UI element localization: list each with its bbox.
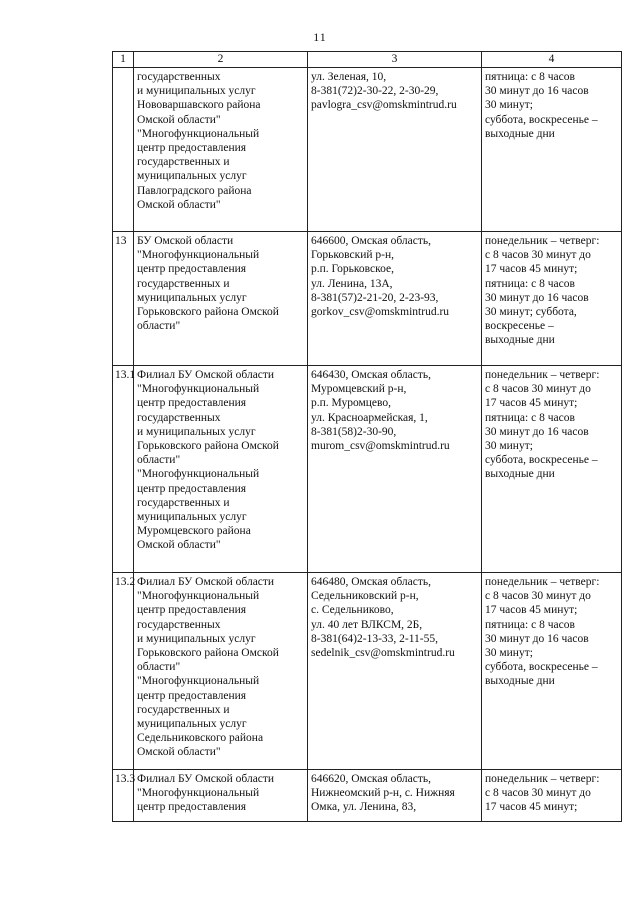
table-row — [113, 770, 622, 822]
row-number: 13 — [113, 232, 134, 366]
organization-name: Филиал БУ Омской области "Многофункциональный центр предоставления государственных и муниципальных услуг Горьковского района Омской области" "Многофункциональный центр предоставления государственных и муниципальных услуг Седельниковского района Омской области" — [134, 573, 308, 770]
header-cell: 1 — [113, 52, 134, 68]
organization-name: Филиал БУ Омской области "Многофункциональный центр предоставления государственных и муниципальных услуг Горьковского района Омской области" "Многофункциональный центр предоставления государственных и муниципальных услуг Муромцевского района Омской области" — [134, 366, 308, 573]
address-contacts: 646480, Омская область, Седельниковский р-н, с. Седельниково, ул. 40 лет ВЛКСМ, 2Б, 8-381(64)2-13-33, 2-11-55, sedelnik_csv@omskmintrud.ru — [308, 573, 482, 770]
working-hours: понедельник – четверг: с 8 часов 30 минут до 17 часов 45 минут; пятница: с 8 часов 30 минут до 16 часов 30 минут; суббота, воскресенье – выходные дни — [482, 232, 622, 366]
row-number: 13.2 — [113, 573, 134, 770]
organization-name: БУ Омской области "Многофункциональный центр предоставления государственных и муниципальных услуг Горьковского района Омской области" — [134, 232, 308, 366]
table-row — [113, 573, 622, 770]
working-hours: пятница: с 8 часов 30 минут до 16 часов 30 минут; суббота, воскресенье – выходные дни — [482, 68, 622, 232]
row-number: 13.3 — [113, 770, 134, 822]
header-cell: 4 — [482, 52, 622, 68]
page-number: 11 — [313, 30, 327, 44]
address-contacts: ул. Зеленая, 10, 8-381(72)2-30-22, 2-30-29, pavlogra_csv@omskmintrud.ru — [308, 68, 482, 232]
table-row — [113, 232, 622, 366]
services-table — [112, 51, 622, 822]
header-cell: 2 — [134, 52, 308, 68]
row-number: 13.1 — [113, 366, 134, 573]
working-hours: понедельник – четверг: с 8 часов 30 минут до 17 часов 45 минут; пятница: с 8 часов 30 минут до 16 часов 30 минут; суббота, воскресенье – выходные дни — [482, 366, 622, 573]
header-cell: 3 — [308, 52, 482, 68]
table-row — [113, 366, 622, 573]
row-number — [113, 68, 134, 232]
address-contacts: 646600, Омская область, Горьковский р-н, р.п. Горьковское, ул. Ленина, 13А, 8-381(57)2-21-20, 2-23-93, gorkov_csv@omskmintrud.ru — [308, 232, 482, 366]
table-row — [113, 68, 622, 232]
table-header-row — [113, 52, 622, 68]
organization-name: Филиал БУ Омской области "Многофункциональный центр предоставления — [134, 770, 308, 822]
working-hours: понедельник – четверг: с 8 часов 30 минут до 17 часов 45 минут; пятница: с 8 часов 30 минут до 16 часов 30 минут; суббота, воскресенье – выходные дни — [482, 573, 622, 770]
organization-name: государственных и муниципальных услуг Нововаршавского района Омской области" "Многофункциональный центр предоставления государственных и муниципальных услуг Павлоградского района Омской области" — [134, 68, 308, 232]
working-hours: понедельник – четверг: с 8 часов 30 минут до 17 часов 45 минут; — [482, 770, 622, 822]
address-contacts: 646430, Омская область, Муромцевский р-н, р.п. Муромцево, ул. Красноармейская, 1, 8-381(58)2-30-90, murom_csv@omskmintrud.ru — [308, 366, 482, 573]
address-contacts: 646620, Омская область, Нижнеомский р-н, с. Нижняя Омка, ул. Ленина, 83, — [308, 770, 482, 822]
